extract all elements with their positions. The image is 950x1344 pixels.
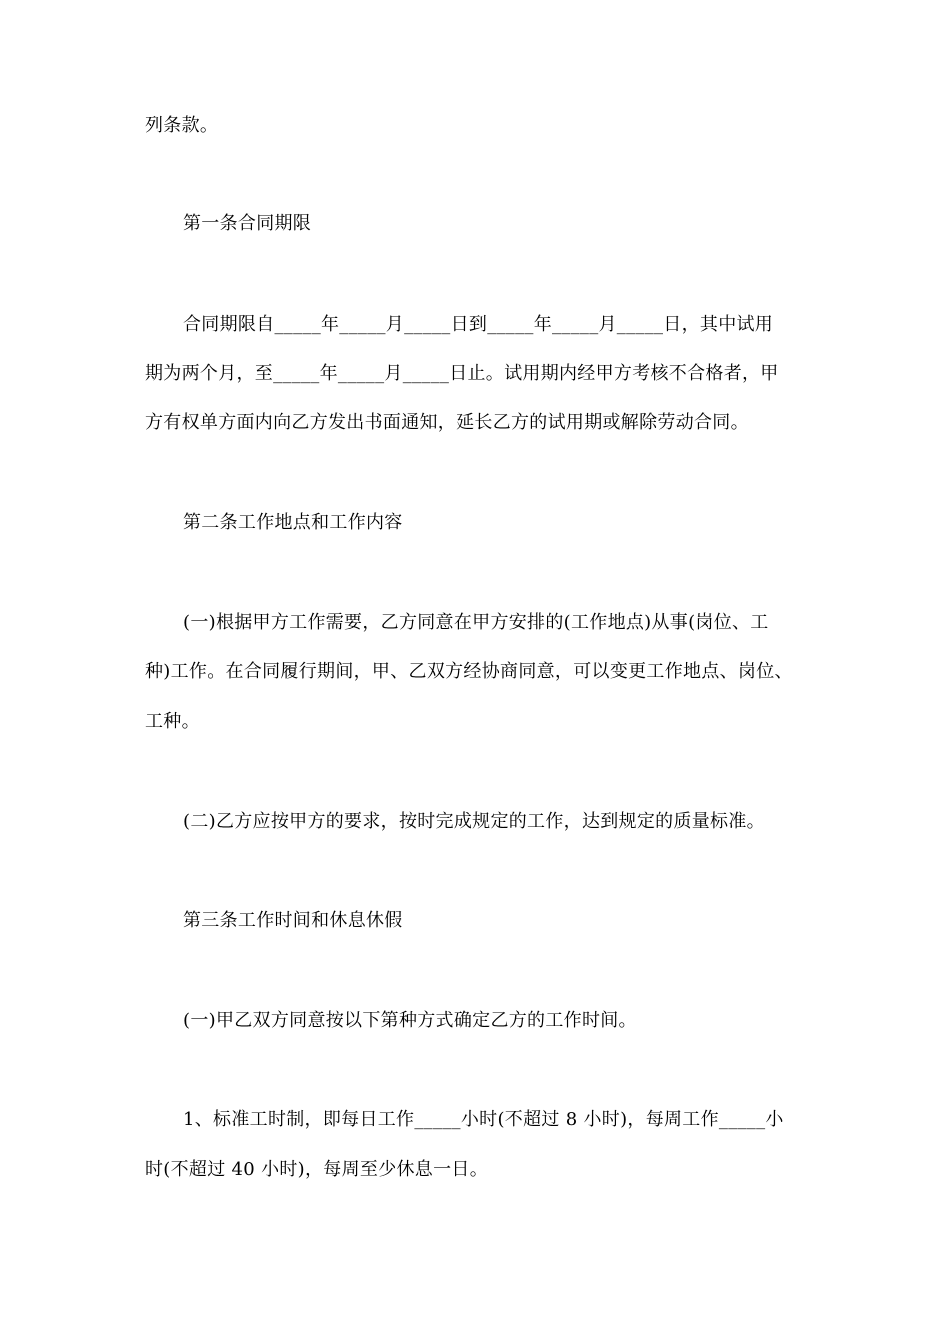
- article-2-item-2: (二)乙方应按甲方的要求，按时完成规定的工作，达到规定的质量标准。: [183, 811, 765, 832]
- article-3-clause-1-line-2: 时(不超过 40 小时)，每周至少休息一日。: [145, 1159, 488, 1180]
- article-2-item-1-line-2: 种)工作。在合同履行期间，甲、乙双方经协商同意，可以变更工作地点、岗位、: [145, 661, 793, 682]
- article-1-heading: 第一条合同期限: [183, 213, 312, 234]
- article-2-item-1-line-3: 工种。: [145, 711, 200, 732]
- article-1-body-line-2: 期为两个月，至_____年_____月_____日止。试用期内经甲方考核不合格者，甲: [145, 363, 779, 384]
- article-3-heading: 第三条工作时间和休息休假: [183, 910, 403, 931]
- article-3-item-1: (一)甲乙双方同意按以下第种方式确定乙方的工作时间。: [183, 1010, 637, 1031]
- article-3-clause-1-line-1: 1、标准工时制，即每日工作_____小时(不超过 8 小时)，每周工作_____小: [183, 1109, 784, 1130]
- article-1-body-line-1: 合同期限自_____年_____月_____日到_____年_____月_____日，其中试用: [183, 314, 774, 335]
- article-2-heading: 第二条工作地点和工作内容: [183, 512, 403, 533]
- paragraph-tail-line: 列条款。: [145, 115, 219, 136]
- article-1-body-line-3: 方有权单方面内向乙方发出书面通知，延长乙方的试用期或解除劳动合同。: [145, 412, 749, 433]
- article-2-item-1-line-1: (一)根据甲方工作需要，乙方同意在甲方安排的(工作地点)从事(岗位、工: [183, 612, 769, 633]
